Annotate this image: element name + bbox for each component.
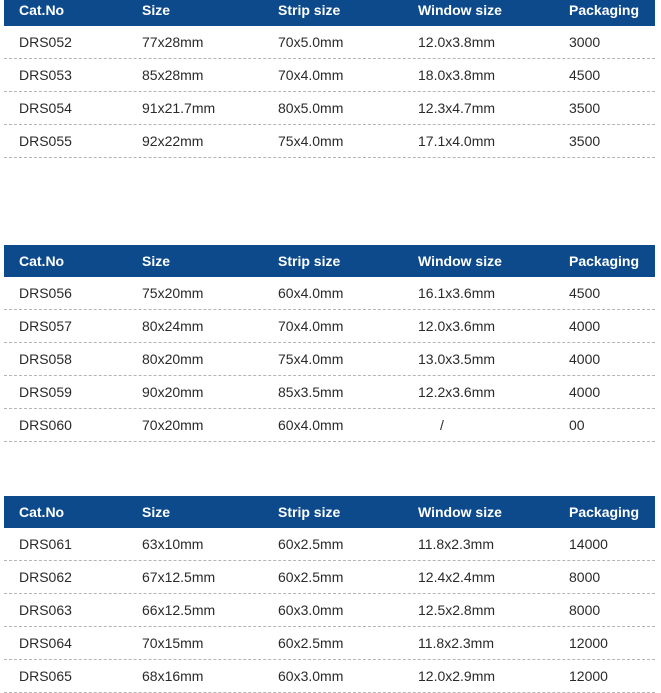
cell-window-size: 12.4x2.4mm [418, 569, 496, 585]
header-strip-size: Strip size [278, 504, 341, 520]
table-row [4, 594, 655, 627]
cell-cat-no: DRS057 [19, 318, 72, 334]
cell-window-size: 16.1x3.6mm [418, 285, 496, 301]
table-header [4, 496, 655, 528]
table-row [4, 409, 655, 442]
cell-cat-no: DRS063 [19, 602, 72, 618]
header-strip-size: Strip size [278, 2, 341, 18]
table-row [4, 528, 655, 561]
table-row [4, 376, 655, 409]
table-row [4, 343, 655, 376]
cell-window-size: 12.3x4.7mm [418, 100, 496, 116]
cell-packaging: 4500 [569, 285, 601, 301]
cell-cat-no: DRS062 [19, 569, 72, 585]
table-row [4, 277, 655, 310]
cell-packaging: 00 [569, 417, 585, 433]
cell-window-size: 12.0x3.8mm [418, 34, 496, 50]
cell-window-size: 11.8x2.3mm [418, 536, 494, 552]
cell-strip-size: 70x5.0mm [278, 34, 344, 50]
cell-window-size: 12.0x2.9mm [418, 668, 496, 684]
cell-window-size: 13.0x3.5mm [418, 351, 496, 367]
cell-strip-size: 70x4.0mm [278, 318, 344, 334]
cell-cat-no: DRS061 [19, 536, 72, 552]
cell-packaging: 3500 [569, 100, 601, 116]
cell-size: 70x20mm [142, 417, 204, 433]
cell-size: 70x15mm [142, 635, 204, 651]
cell-window-size: 18.0x3.8mm [418, 67, 496, 83]
header-packaging: Packaging [569, 2, 640, 18]
table-header [4, 245, 655, 277]
cell-strip-size: 60x2.5mm [278, 635, 344, 651]
cell-packaging: 12000 [569, 668, 608, 684]
cell-cat-no: DRS059 [19, 384, 72, 400]
cell-size: 80x20mm [142, 351, 204, 367]
table-row [4, 92, 655, 125]
cell-size: 68x16mm [142, 668, 204, 684]
cell-strip-size: 70x4.0mm [278, 67, 344, 83]
cell-strip-size: 75x4.0mm [278, 351, 344, 367]
cell-cat-no: DRS054 [19, 100, 72, 116]
header-size: Size [142, 2, 171, 18]
product-table-3 [4, 496, 655, 693]
table-row [4, 125, 655, 158]
cell-cat-no: DRS064 [19, 635, 72, 651]
table-row [4, 627, 655, 660]
cell-strip-size: 80x5.0mm [278, 100, 344, 116]
table-row [4, 660, 655, 693]
cell-packaging: 3500 [569, 133, 601, 149]
cell-packaging: 4000 [569, 384, 601, 400]
cell-cat-no: DRS056 [19, 285, 72, 301]
cell-cat-no: DRS055 [19, 133, 72, 149]
cell-cat-no: DRS058 [19, 351, 72, 367]
header-packaging: Packaging [569, 253, 640, 269]
cell-size: 80x24mm [142, 318, 204, 334]
cell-strip-size: 60x2.5mm [278, 569, 344, 585]
cell-size: 66x12.5mm [142, 602, 216, 618]
product-table-1 [4, 0, 655, 158]
header-size: Size [142, 253, 171, 269]
cell-window-size: 12.0x3.6mm [418, 318, 496, 334]
header-strip-size: Strip size [278, 253, 341, 269]
cell-packaging: 4000 [569, 351, 601, 367]
cell-strip-size: 60x4.0mm [278, 417, 344, 433]
cell-size: 67x12.5mm [142, 569, 216, 585]
header-size: Size [142, 504, 171, 520]
cell-strip-size: 85x3.5mm [278, 384, 344, 400]
cell-size: 90x20mm [142, 384, 204, 400]
header-window-size: Window size [418, 2, 502, 18]
product-table-2 [4, 245, 655, 442]
cell-packaging: 3000 [569, 34, 601, 50]
cell-size: 91x21.7mm [142, 100, 216, 116]
cell-window-size: 12.5x2.8mm [418, 602, 496, 618]
cell-packaging: 14000 [569, 536, 608, 552]
header-cat-no: Cat.No [19, 253, 65, 269]
table-row [4, 561, 655, 594]
cell-strip-size: 60x4.0mm [278, 285, 344, 301]
cell-packaging: 8000 [569, 569, 601, 585]
cell-size: 63x10mm [142, 536, 204, 552]
cell-window-size: 17.1x4.0mm [418, 133, 496, 149]
cell-size: 75x20mm [142, 285, 204, 301]
table-row [4, 310, 655, 343]
cell-packaging: 12000 [569, 635, 608, 651]
cell-packaging: 4000 [569, 318, 601, 334]
cell-strip-size: 60x2.5mm [278, 536, 344, 552]
table-header [4, 0, 655, 26]
cell-size: 85x28mm [142, 67, 204, 83]
cell-cat-no: DRS060 [19, 417, 72, 433]
cell-size: 77x28mm [142, 34, 204, 50]
header-window-size: Window size [418, 253, 502, 269]
cell-strip-size: 60x3.0mm [278, 668, 344, 684]
cell-window-size: 11.8x2.3mm [418, 635, 494, 651]
cell-strip-size: 75x4.0mm [278, 133, 344, 149]
table-row [4, 26, 655, 59]
cell-window-size: 12.2x3.6mm [418, 384, 496, 400]
header-window-size: Window size [418, 504, 502, 520]
cell-cat-no: DRS053 [19, 67, 72, 83]
header-packaging: Packaging [569, 504, 640, 520]
table-row [4, 59, 655, 92]
cell-packaging: 4500 [569, 67, 601, 83]
cell-cat-no: DRS052 [19, 34, 72, 50]
header-cat-no: Cat.No [19, 504, 65, 520]
header-cat-no: Cat.No [19, 2, 65, 18]
cell-strip-size: 60x3.0mm [278, 602, 344, 618]
cell-cat-no: DRS065 [19, 668, 72, 684]
cell-size: 92x22mm [142, 133, 204, 149]
cell-packaging: 8000 [569, 602, 601, 618]
cell-window-size: / [440, 417, 444, 433]
